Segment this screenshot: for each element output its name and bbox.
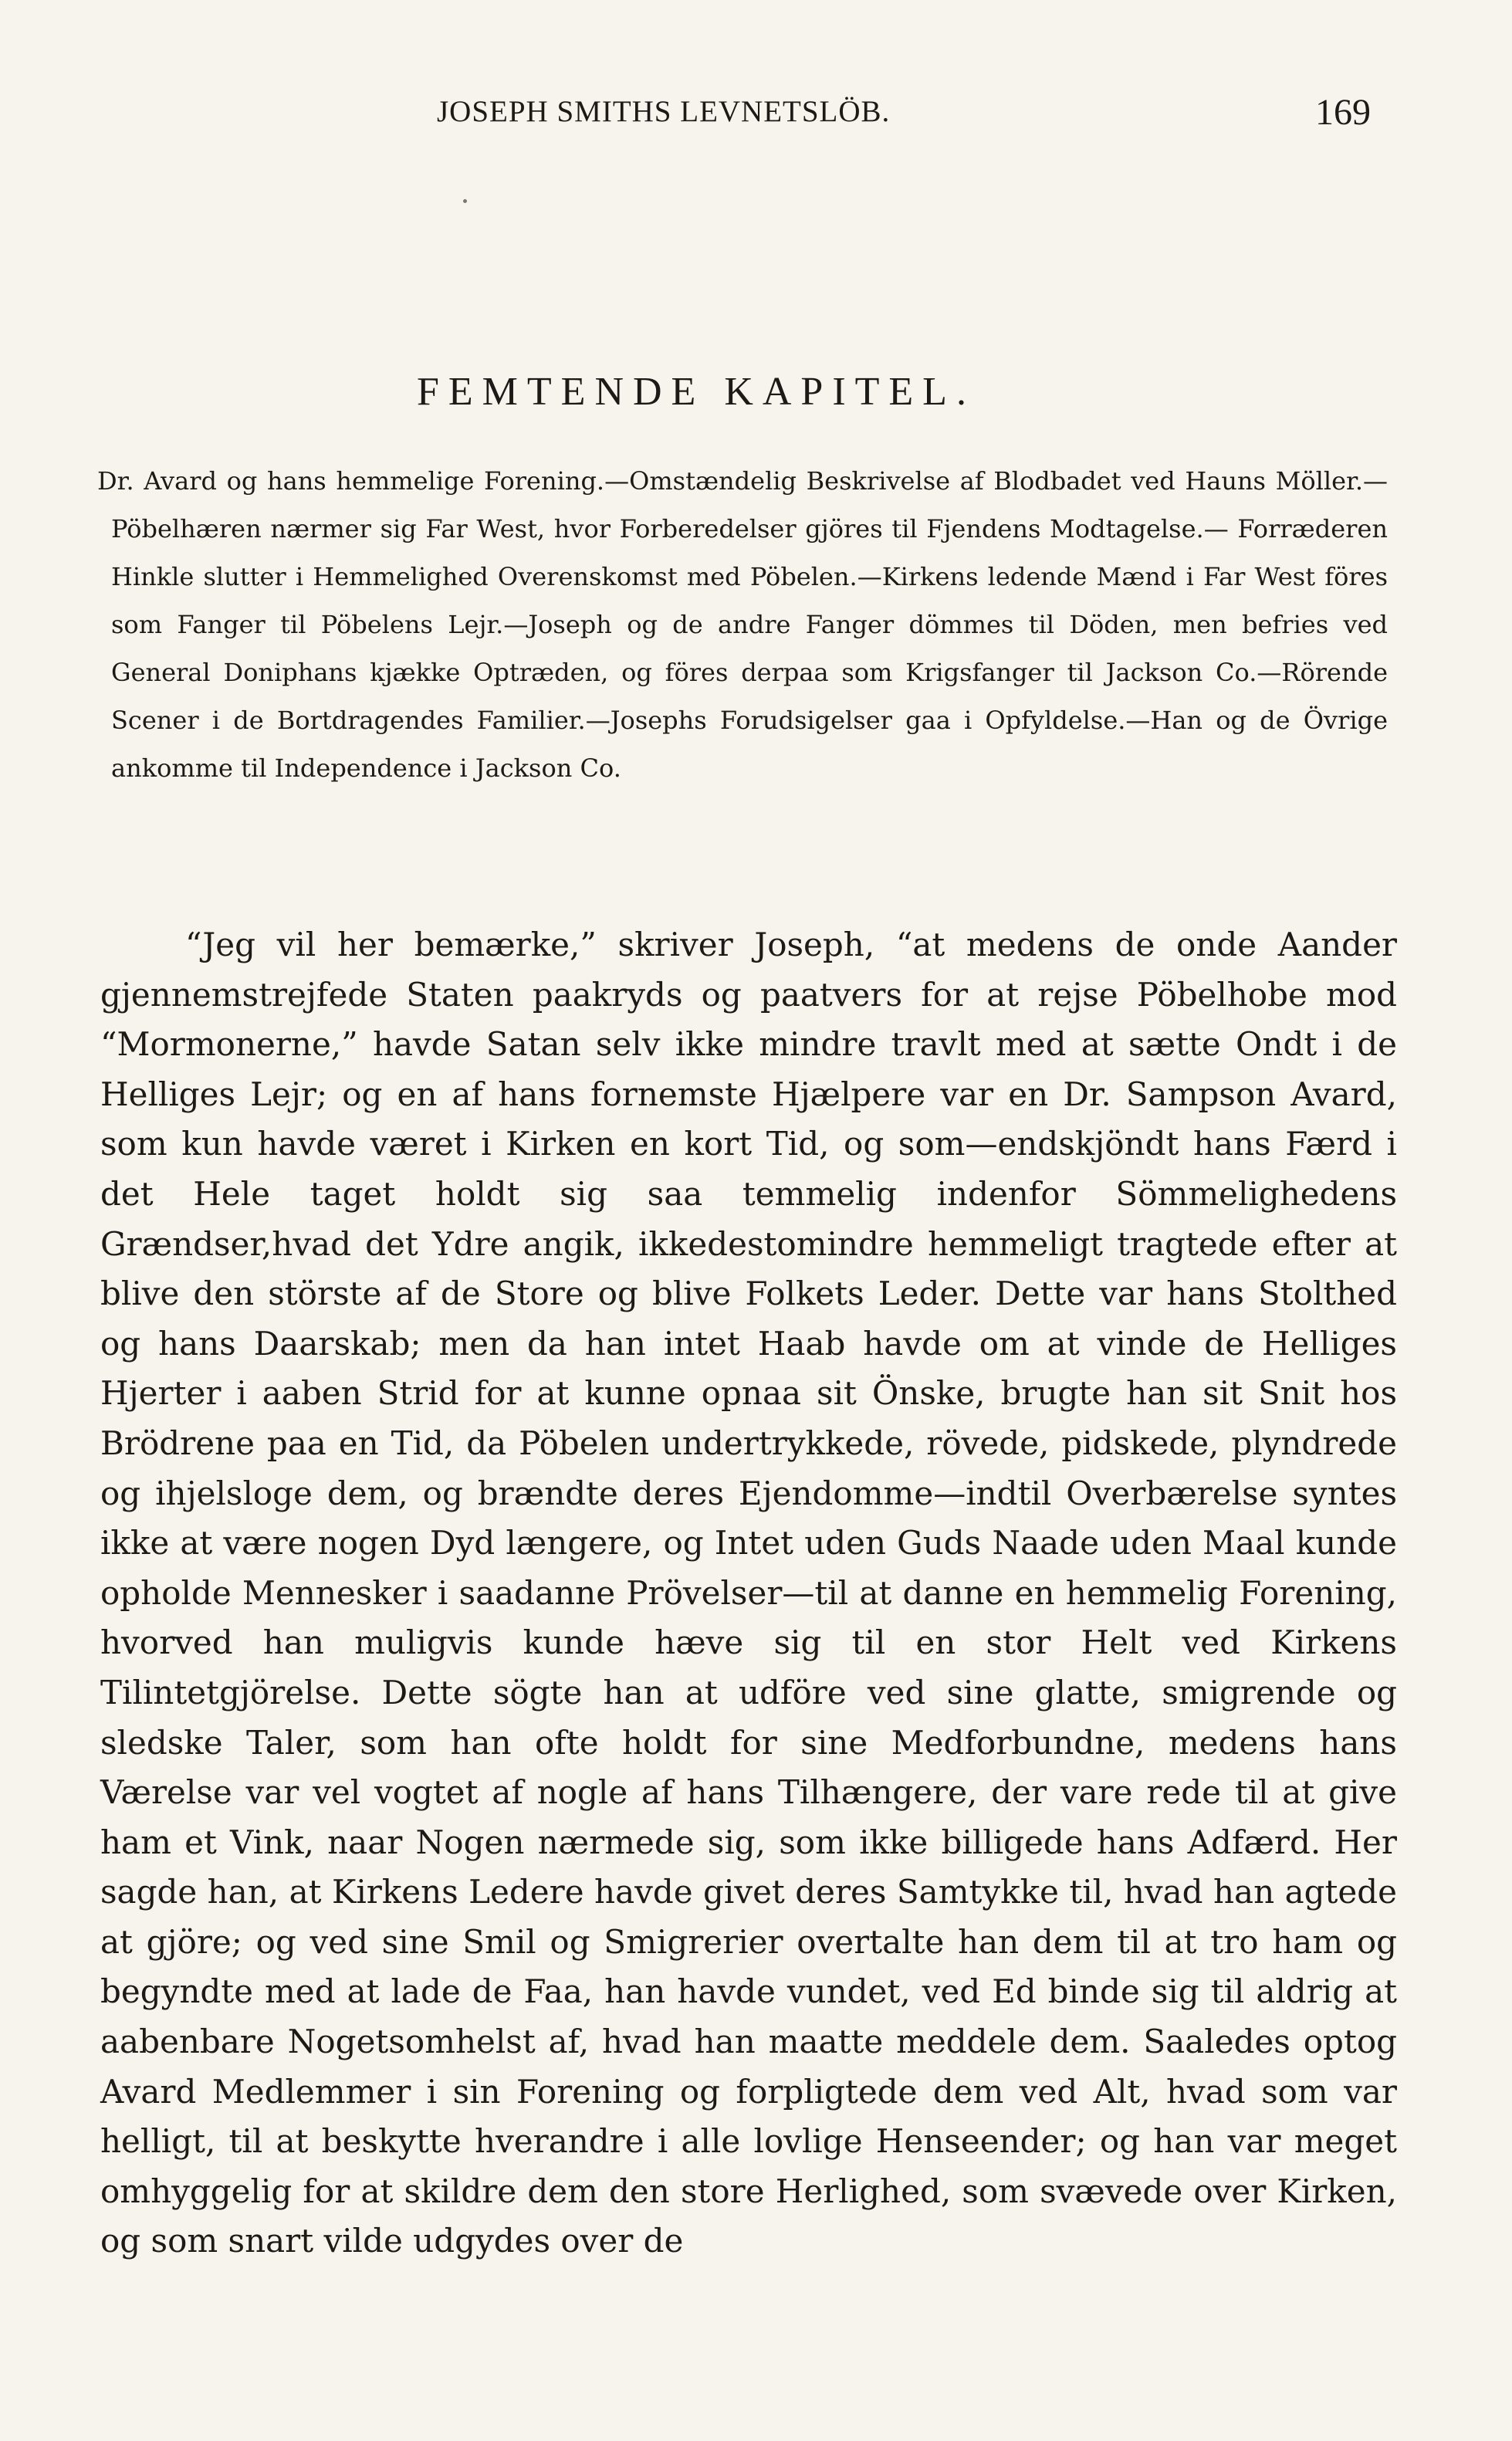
chapter-summary: Dr. Avard og hans hemmelige Forening.—Omstændelig Beskrivelse af Blodbadet ved Hauns Möller.—Pöbelhæren nærmer sig Far West, hvor Forberedelser gjöres til Fjendens Modtagelse.— Forræderen Hinkle slutter i Hemmelighed Overenskomst med Pöbelen.—Kirkens ledende Mænd i Far West föres som Fanger til Pöbelens Lejr.—Joseph og de andre Fanger dömmes til Döden, men befries ved General Doniphans kjække Optræden, og föres derpaa som Krigsfanger til Jackson Co.—Rörende Scener i de Bortdragendes Familier.—Josephs Forudsigelser gaa i Opfyldelse.—Han og de Övrige ankomme til Independence i Jackson Co. [97,466,1388,783]
chapter-title: FEMTENDE KAPITEL. [417,370,976,414]
page-number: 169 [1315,92,1371,133]
print-speck [463,199,467,203]
running-head: JOSEPH SMITHS LEVNETSLÖB. [437,95,891,128]
body-paragraph: “Jeg vil her bemærke,” skriver Joseph, “at medens de onde Aander gjennemstrejfede Staten paakryds og paatvers for at rejse Pöbelhobe mod “Mormonerne,” havde Satan selv ikke mindre travlt med at sætte Ondt i de Helliges Lejr; og en af hans fornemste Hjælpere var en Dr. Sampson Avard, som kun havde været i Kirken en kort Tid, og som—endskjöndt hans Færd i det Hele taget holdt sig saa temmelig indenfor Sömmelighedens Grændser,hvad det Ydre angik, ikkedestomindre hemmeligt tragtede efter at blive den störste af de Store og blive Folkets Leder. Dette var hans Stolthed og hans Daarskab; men da han intet Haab havde om at vinde de Helliges Hjerter i aaben Strid for at kunne opnaa sit Önske, brugte han sit Snit hos Brödrene paa en Tid, da Pöbelen undertrykkede, rövede, pidskede, plyndrede og ihjelsloge dem, og brændte deres Ejendomme—indtil Overbærelse syntes ikke at være nogen Dyd længere, og Intet uden Guds Naade uden Maal kunde opholde Mennesker i saadanne Prövelser—til at danne en hemmelig Forening, hvorved han muligvis kunde hæve sig til en stor Helt ved Kirkens Tilintetgjörelse. Dette sögte han at udföre ved sine glatte, smigrende og sledske Taler, som han ofte holdt for sine Medforbundne, medens hans Værelse var vel vogtet af nogle af hans Tilhængere, der vare rede til at give ham et Vink, naar Nogen nærmede sig, som ikke billigede hans Adfærd. Her sagde han, at Kirkens Ledere havde givet deres Samtykke til, hvad han agtede at gjöre; og ved sine Smil og Smigrerier overtalte han dem til at tro ham og begyndte med at lade de Faa, han havde vundet, ved Ed binde sig til aldrig at aabenbare Nogetsomhelst af, hvad han maatte meddele dem. Saaledes optog Avard Medlemmer i sin Forening og forpligtede dem ved Alt, hvad som var helligt, til at beskytte hverandre i alle lovlige Henseender; og han var meget omhyggelig for at skildre dem den store Herlighed, som svævede over Kirken, og som snart vilde udgydes over de [100,926,1397,2260]
